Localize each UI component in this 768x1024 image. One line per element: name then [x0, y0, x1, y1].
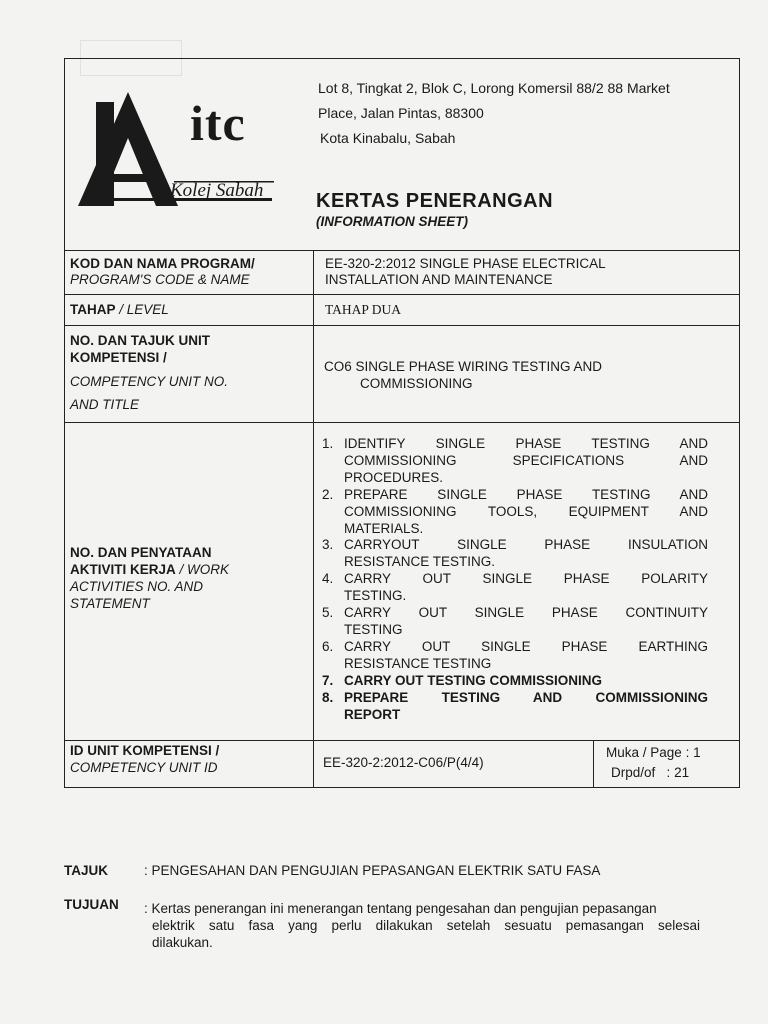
tujuan-label: TUJUAN [64, 897, 119, 912]
level-label [70, 302, 169, 318]
work-activities-list [322, 436, 708, 723]
level-label-en: / LEVEL [119, 302, 169, 317]
address-line-3: Kota Kinabalu, Sabah [320, 130, 456, 146]
level-label-ms: TAHAP [70, 302, 116, 317]
unit-id-value: EE-320-2:2012-C06/P(4/4) [323, 755, 484, 770]
unit-id-label-en: COMPETENCY UNIT ID [70, 760, 218, 775]
unit-value-line-2: COMMISSIONING [360, 376, 473, 391]
activities-label-en-line-3: ACTIVITIES NO. AND [70, 579, 204, 594]
activities-label-ms-line-1: NO. DAN PENYATAAN [70, 545, 212, 560]
program-value-line-2: INSTALLATION AND MAINTENANCE [325, 272, 553, 287]
list-item: TESTING [344, 621, 403, 637]
tujuan-line-3: dilakukan. [152, 935, 213, 950]
table-rule [64, 294, 740, 295]
list-item: MATERIALS. [344, 520, 424, 536]
page-total-value: 21 [674, 765, 690, 780]
tujuan-line-1: : Kertas penerangan ini menerangan tentang pengesahan dan pengujian pepasangan [144, 901, 657, 916]
page-number-value: 1 [693, 745, 701, 760]
unit-label-ms-line-2: KOMPETENSI / [70, 350, 167, 365]
list-item: TESTING. [344, 588, 407, 604]
list-item: RESISTANCE TESTING [344, 655, 492, 671]
list-item: 7. CARRY OUT TESTING COMMISSIONING [322, 672, 603, 688]
activities-label-line-2 [70, 562, 229, 578]
tajuk-value: : PENGESAHAN DAN PENGUJIAN PEPASANGAN ELEKTRIK SATU FASA [144, 863, 601, 878]
table-rule [64, 422, 740, 423]
aitc-logo [74, 88, 284, 218]
table-rule [64, 740, 740, 741]
table-column-divider [313, 250, 314, 788]
list-item: 6. CARRY OUT SINGLE PHASE EARTHING [322, 638, 708, 654]
unit-label-en-line-2: AND TITLE [70, 397, 140, 412]
table-rule [64, 250, 740, 251]
activities-label-ms-line-2: AKTIVITI KERJA [70, 562, 176, 577]
tajuk-label: TAJUK [64, 863, 109, 878]
unit-label-en-line-1: COMPETENCY UNIT NO. [70, 374, 229, 389]
unit-label-ms-line-1: NO. DAN TAJUK UNIT [70, 333, 210, 348]
list-item: 3. CARRYOUT SINGLE PHASE INSULATION [322, 537, 708, 553]
logo-itc-text: itc [190, 95, 246, 151]
logo-kolej-sabah-text: Kolej Sabah [170, 180, 264, 201]
sheet-subtitle: (INFORMATION SHEET) [316, 214, 468, 229]
list-item: 4. CARRY OUT SINGLE PHASE POLARITY [322, 571, 708, 587]
list-item: 5. CARRY OUT SINGLE PHASE CONTINUITY [322, 605, 708, 621]
list-item: COMMISSIONING SPECIFICATIONS AND [344, 452, 708, 468]
program-label-en: PROGRAM'S CODE & NAME [70, 272, 250, 287]
page-total: Drpd/of : 21 [611, 765, 690, 780]
list-item: PROCEDURES. [344, 469, 444, 485]
page-box-divider [593, 740, 594, 788]
list-item: 8. PREPARE TESTING AND COMMISSIONING [322, 689, 708, 705]
list-item: 1. IDENTIFY SINGLE PHASE TESTING AND [322, 436, 708, 451]
address-line-1: Lot 8, Tingkat 2, Blok C, Lorong Komersil 88/2 88 Market [318, 80, 670, 96]
list-item: COMMISSIONING TOOLS, EQUIPMENT AND [344, 503, 708, 519]
table-rule [64, 325, 740, 326]
tujuan-line-2: elektrik satu fasa yang perlu dilakukan setelah sesuatu pemasangan selesai [152, 918, 700, 933]
address-line-2: Place, Jalan Pintas, 88300 [318, 105, 484, 121]
sheet-title: KERTAS PENERANGAN [316, 190, 554, 212]
activities-label-en-line-4: STATEMENT [70, 596, 150, 611]
unit-value-line-1: CO6 SINGLE PHASE WIRING TESTING AND [324, 359, 603, 374]
list-item: RESISTANCE TESTING. [344, 554, 496, 570]
program-label-ms: KOD DAN NAMA PROGRAM/ [70, 256, 255, 271]
list-item: 2. PREPARE SINGLE PHASE TESTING AND [322, 486, 708, 502]
page-number: Muka / Page : 1 [606, 745, 701, 760]
list-item: REPORT [344, 706, 401, 722]
unit-id-label-ms: ID UNIT KOMPETENSI / [70, 743, 220, 758]
program-value-line-1: EE-320-2:2012 SINGLE PHASE ELECTRICAL [325, 256, 606, 271]
level-value: TAHAP DUA [325, 302, 402, 317]
institution-address [318, 76, 670, 151]
activities-label-en-line-2: / WORK [179, 562, 230, 577]
